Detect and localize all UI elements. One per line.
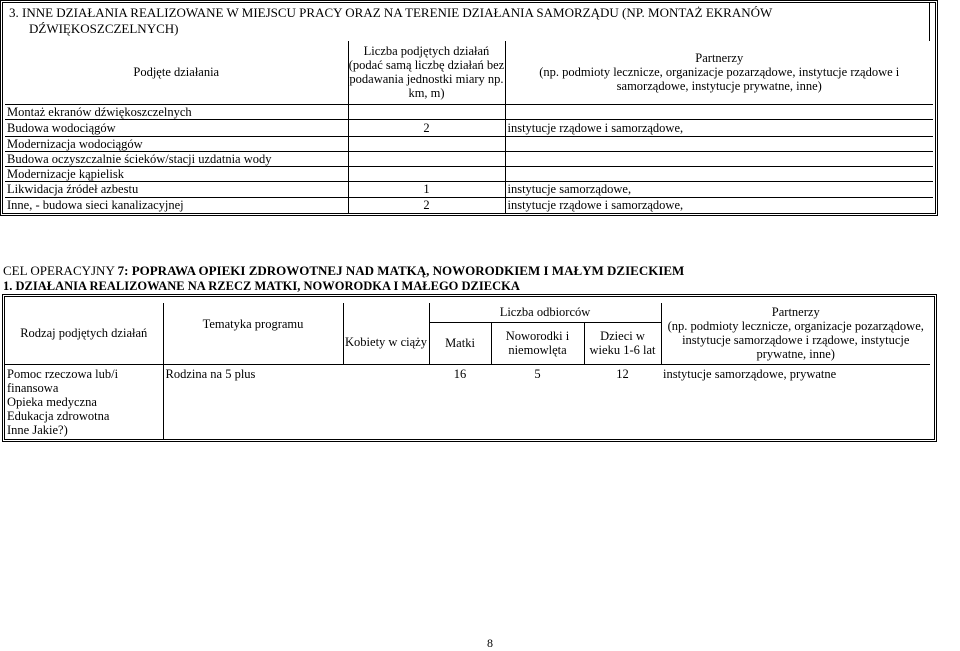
header-liczba-dzialan: Liczba podjętych działań (podać samą liczbę działań bez podawania jednostki miary np. km, m) <box>348 41 505 104</box>
row-action: Montaż ekranów dźwiękoszczelnych <box>5 104 348 119</box>
action-type-item: Inne Jakie?) <box>7 422 68 437</box>
cel7-heading <box>3 263 684 279</box>
row-count: 2 <box>348 197 505 213</box>
row-count <box>348 151 505 166</box>
row-count <box>348 104 505 119</box>
header-dzieci: Dzieci w wieku 1-6 lat <box>584 322 661 364</box>
dzieci-cell: 12 <box>584 364 661 440</box>
action-type-item: Pomoc rzeczowa lub/i finansowa <box>7 366 119 395</box>
cel7-heading-prefix: CEL OPERACYJNY <box>3 263 118 278</box>
action-type-item: Edukacja zdrowotna <box>7 408 110 423</box>
matki-cell: 16 <box>429 364 491 440</box>
action-type-item: Opieka medyczna <box>7 394 97 409</box>
program-cell: Rodzina na 5 plus <box>163 364 343 440</box>
row-action: Budowa wodociągów <box>5 119 348 136</box>
row-action: Budowa oczyszczalnie ścieków/stacji uzdatnia wody <box>5 151 348 166</box>
action-types-list <box>5 364 163 440</box>
row-count <box>348 166 505 181</box>
header-partnerzy-title: Partnerzy <box>695 51 744 66</box>
row-action: Modernizacja wodociągów <box>5 136 348 151</box>
header-partnerzy <box>505 41 933 104</box>
row-partners <box>505 104 933 119</box>
section3-title-line1: 3. INNE DZIAŁANIA REALIZOWANE W MIEJSCU PRACY ORAZ NA TERENIE DZIAŁANIA SAMORZĄDU (NP. MONTAŻ EKRANÓW <box>9 5 773 20</box>
row-count <box>348 136 505 151</box>
kobiety-cell <box>343 364 429 440</box>
row-action: Likwidacja źródeł azbestu <box>5 181 348 197</box>
header-partnerzy-sub: (np. podmioty lecznicze, organizacje pozarządowe, instytucje samorządowe i rządowe, instytucje prywatne, inne) <box>667 319 924 361</box>
header-kobiety: Kobiety w ciąży <box>343 303 429 364</box>
row-partners <box>505 136 933 151</box>
row-action: Modernizacje kąpielisk <box>5 166 348 181</box>
page-number: 8 <box>487 636 493 650</box>
header-liczba-odbiorcow: Liczba odbiorców <box>429 303 661 322</box>
row-partners: instytucje rządowe i samorządowe, <box>505 197 933 213</box>
header-rodzaj: Rodzaj podjętych działań <box>5 303 163 364</box>
header-podjete-dzialania: Podjęte działania <box>5 41 348 104</box>
row-partners <box>505 166 933 181</box>
noworodki-cell: 5 <box>491 364 584 440</box>
row-partners: instytucje samorządowe, <box>505 181 933 197</box>
header-partnerzy <box>661 303 930 364</box>
header-partnerzy-title: Partnerzy <box>771 305 820 319</box>
header-partnerzy-sub: (np. podmioty lecznicze, organizacje pozarządowe, instytucje rządowe i samorządowe, instytucje prywatne, inne) <box>539 65 900 94</box>
header-noworodki: Noworodki i niemowlęta <box>491 322 584 364</box>
row-count: 1 <box>348 181 505 197</box>
row-action: Inne, - budowa sieci kanalizacyjnej <box>5 197 348 213</box>
header-tematyka: Tematyka programu <box>163 303 343 364</box>
partners-cell: instytucje samorządowe, prywatne <box>661 364 930 440</box>
row-partners: instytucje rządowe i samorządowe, <box>505 119 933 136</box>
row-count: 2 <box>348 119 505 136</box>
section3-title-line2: DŹWIĘKOSZCZELNYCH) <box>29 21 179 36</box>
cel7-heading-bold: 7: POPRAWA OPIEKI ZDROWOTNEJ NAD MATKĄ, NOWORODKIEM I MAŁYM DZIECKIEM <box>117 263 685 278</box>
section1-table <box>5 303 930 440</box>
header-matki: Matki <box>429 322 491 364</box>
section3-title <box>2 2 930 41</box>
section3-table <box>5 41 933 213</box>
cel7-subheading: 1. DZIAŁANIA REALIZOWANE NA RZECZ MATKI, NOWORODKA I MAŁEGO DZIECKA <box>3 279 520 293</box>
row-partners <box>505 151 933 166</box>
